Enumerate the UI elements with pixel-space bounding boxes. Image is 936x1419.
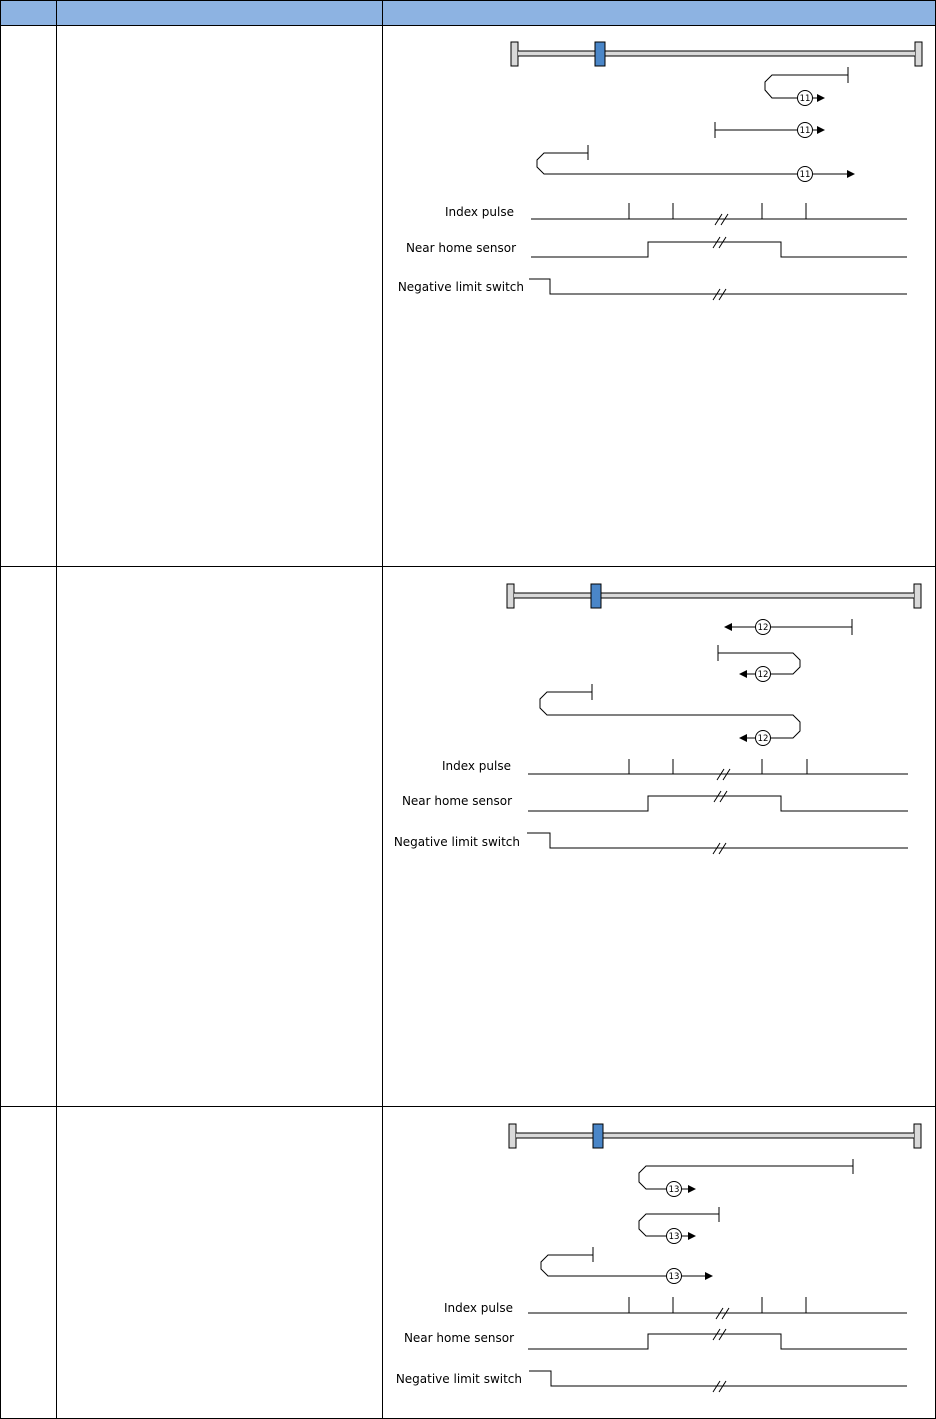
table-header-cell-2 [57,0,382,25]
homing-diagram-row-2 [384,574,935,859]
table-header-divider [0,25,936,26]
table-row-divider-2 [0,1106,936,1107]
negative-limit-switch-label: Negative limit switch [395,1372,522,1386]
mode-number-badge [798,91,813,106]
svg-text:13: 13 [668,1232,680,1242]
near-home-sensor-trace [528,1329,907,1349]
near-home-sensor-label: Near home sensor [401,794,512,808]
homing-diagram-row-1 [384,30,935,320]
near-home-sensor-trace [531,237,907,257]
svg-text:12: 12 [757,734,769,744]
mode-number-badge [756,731,771,746]
negative-limit-switch-label: Negative limit switch [397,280,524,294]
svg-text:12: 12 [757,623,769,633]
table-column-divider-1 [56,0,57,1419]
near-home-sensor-label: Near home sensor [403,1331,514,1345]
mode-number-badge [667,1182,682,1197]
axis-rail [507,584,921,608]
negative-limit-switch-trace [527,833,908,854]
index-pulse-label: Index pulse [441,759,511,773]
index-pulse-label: Index pulse [444,205,514,219]
carriage-slider [591,584,601,608]
index-pulse-label: Index pulse [443,1301,513,1315]
svg-text:13: 13 [668,1185,680,1195]
homing-diagram-svg-3 [384,1114,935,1394]
table-border-left [0,0,1,1419]
homing-path-1 [725,619,852,635]
carriage-slider [595,42,605,66]
negative-limit-switch-trace [529,279,907,300]
mode-number-badge [756,620,771,635]
table-column-divider-2 [382,0,383,1419]
svg-text:12: 12 [757,670,769,680]
near-home-sensor-trace [528,791,908,811]
mode-number-badge [667,1269,682,1284]
svg-text:11: 11 [799,170,811,180]
mode-number-badge [798,123,813,138]
negative-limit-switch-label: Negative limit switch [393,835,520,849]
table-border-top [0,0,936,1]
carriage-slider [593,1124,603,1148]
axis-rail [511,42,922,66]
index-pulse-trace [528,759,908,780]
axis-rail [509,1124,921,1148]
svg-text:11: 11 [799,126,811,136]
table-header-cell-3 [383,0,936,25]
near-home-sensor-label: Near home sensor [405,241,516,255]
svg-text:13: 13 [668,1272,680,1282]
mode-number-badge [756,667,771,682]
table-header-cell-1 [0,0,56,25]
homing-path-3 [541,1247,712,1276]
homing-diagram-svg-2 [384,574,935,859]
index-pulse-trace [531,203,907,225]
negative-limit-switch-trace [529,1371,907,1392]
svg-text:11: 11 [799,94,811,104]
index-pulse-trace [528,1297,907,1319]
homing-diagram-row-3 [384,1114,935,1394]
mode-number-badge [798,167,813,182]
homing-diagram-svg-1 [384,30,935,320]
table-row-divider-1 [0,566,936,567]
homing-path-3 [540,684,800,738]
mode-number-badge [667,1229,682,1244]
